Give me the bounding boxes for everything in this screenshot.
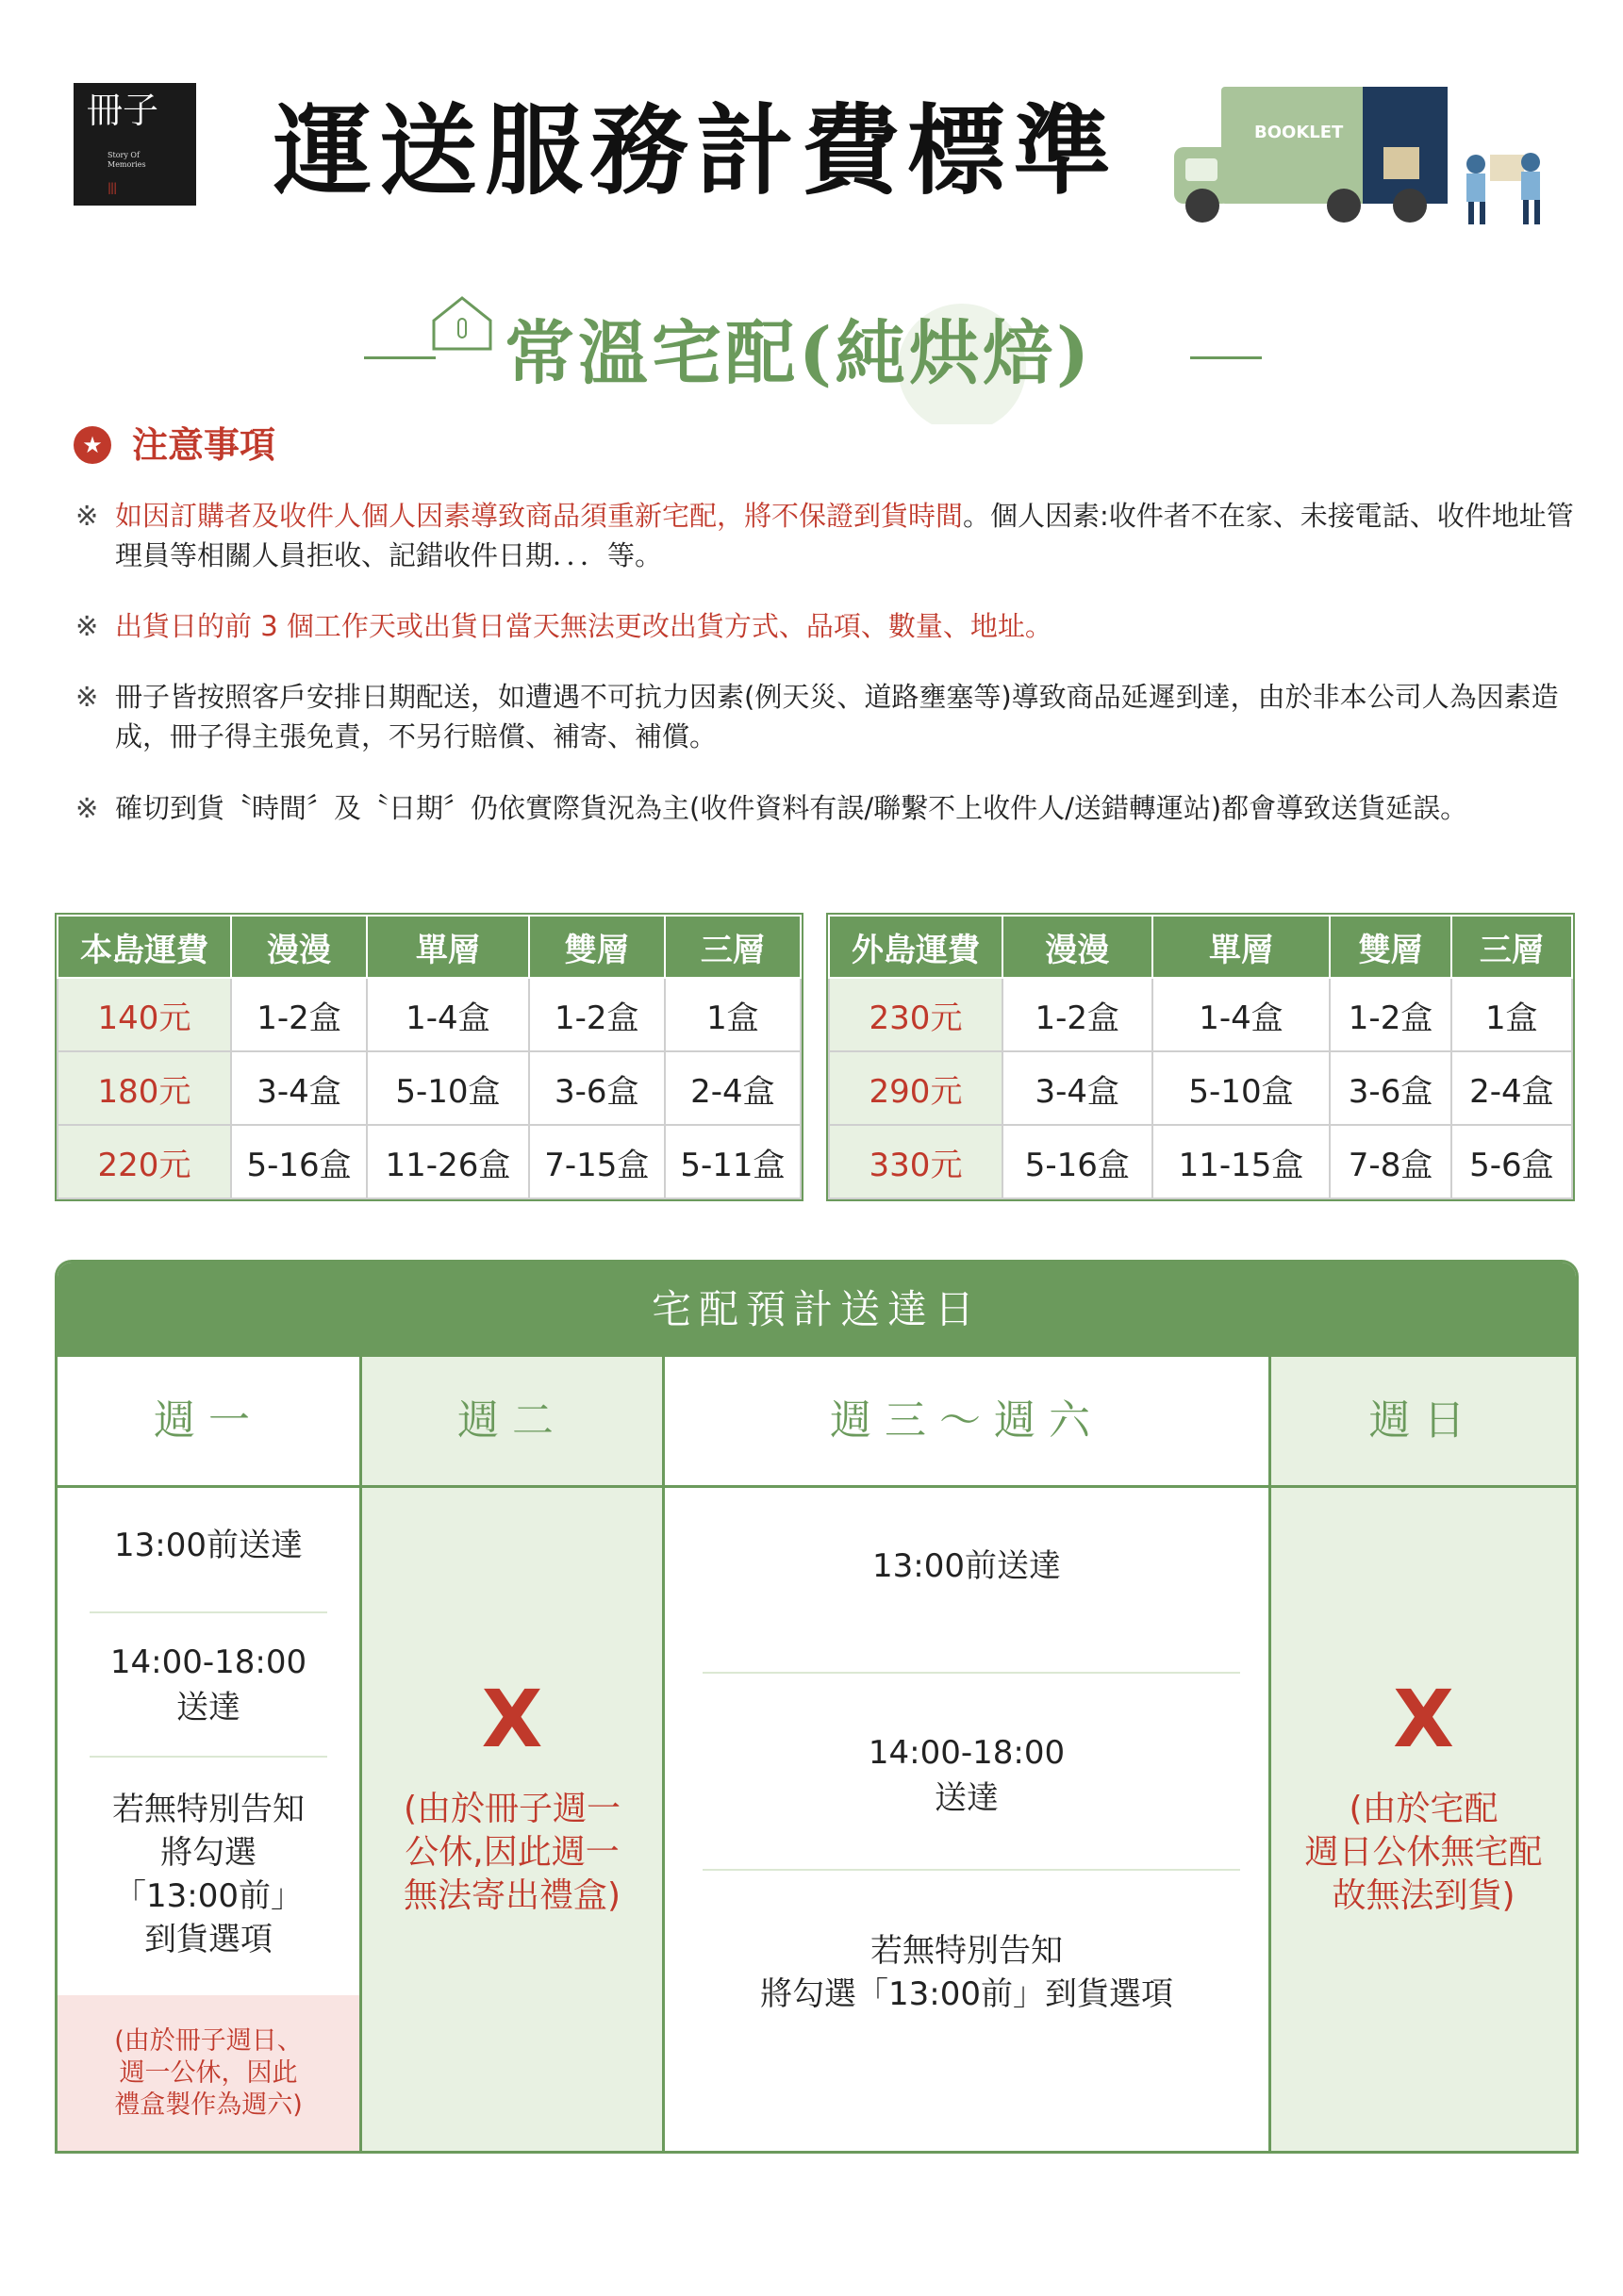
table-header: 三層 (665, 916, 801, 978)
divider (703, 1672, 1240, 1674)
column-wed-sat (665, 1357, 1271, 2151)
logo-text: 冊子 (87, 90, 159, 131)
truck-door (1363, 87, 1448, 204)
table-cell: 1-2盒 (231, 978, 367, 1051)
table-cell: 1盒 (665, 978, 801, 1051)
box-icon (1383, 147, 1419, 179)
worker-leg (1534, 200, 1540, 224)
table-row (58, 978, 801, 1051)
table-cell: 1-2盒 (1330, 978, 1450, 1051)
price-cell: 330元 (829, 1125, 1002, 1198)
table-cell: 11-26盒 (367, 1125, 529, 1198)
table-cell: 3-4盒 (231, 1051, 367, 1125)
divider (703, 1869, 1240, 1871)
divider (90, 1611, 327, 1613)
table-cell: 2-4盒 (665, 1051, 801, 1125)
default-option: 「13:00前」 (114, 1877, 303, 1915)
table-header: 單層 (1152, 916, 1331, 978)
table-cell: 5-10盒 (1152, 1051, 1331, 1125)
table-cell: 7-8盒 (1330, 1125, 1450, 1198)
slot-afternoon-time: 14:00-18:00 (868, 1734, 1066, 1772)
day-header: 週日 (1271, 1357, 1576, 1488)
table-row (58, 1051, 801, 1125)
table-cell: 3-4盒 (1002, 1051, 1152, 1125)
box-icon (1490, 155, 1524, 181)
table-header-row (58, 916, 801, 978)
table-cell: 5-16盒 (1002, 1125, 1152, 1198)
schedule-title: 宅配預計送達日 (58, 1263, 1576, 1357)
unavailable-mark: X (481, 1673, 543, 1765)
price-cell: 230元 (829, 978, 1002, 1051)
table-header: 單層 (367, 916, 529, 978)
home-thermometer-icon (434, 298, 490, 349)
price-cell: 290元 (829, 1051, 1002, 1125)
delivery-schedule (55, 1260, 1579, 2154)
table-cell: 1-2盒 (1002, 978, 1152, 1051)
worker-leg (1468, 202, 1474, 224)
truck-window (1185, 158, 1217, 181)
worker-body (1466, 173, 1485, 202)
delivery-truck-illustration (1174, 81, 1551, 232)
table-cell: 11-15盒 (1152, 1125, 1331, 1198)
table-cell: 3-6盒 (1330, 1051, 1450, 1125)
default-option: 若無特別告知 (112, 1791, 305, 1828)
outer-island-fee-table (828, 915, 1573, 1199)
logo-subtitle: Story Of Memories (108, 151, 146, 169)
table-cell: 3-6盒 (529, 1051, 665, 1125)
table-row (58, 1125, 801, 1198)
table-row (829, 1051, 1572, 1125)
price-cell: 220元 (58, 1125, 231, 1198)
table-header: 外島運費 (829, 916, 1002, 978)
worker-icon (1521, 153, 1540, 172)
table-header: 本島運費 (58, 916, 231, 978)
default-option: 到貨選項 (144, 1921, 273, 1958)
monday-note-box: (由於冊子週日、 週一公休，因此 禮盒製作為週六) (58, 1995, 359, 2151)
page-title: 運送服務計費標準 (273, 92, 1119, 208)
price-cell: 180元 (58, 1051, 231, 1125)
column-tuesday: 週二 X (由於冊子週一 公休,因此週一 無法寄出禮盒) (362, 1357, 665, 2151)
unavailable-mark: X (1393, 1673, 1454, 1765)
section-line-left (364, 356, 436, 359)
table-cell: 1-2盒 (529, 978, 665, 1051)
default-option: 將勾選 (160, 1834, 257, 1872)
slot-morning: 13:00前送達 (114, 1527, 303, 1564)
slot-afternoon-label: 送達 (176, 1689, 240, 1726)
default-option: 若無特別告知 (870, 1932, 1063, 1970)
table-header: 漫漫 (231, 916, 367, 978)
table-cell: 5-11盒 (665, 1125, 801, 1198)
table-cell: 5-10盒 (367, 1051, 529, 1125)
table-cell: 1-4盒 (1152, 978, 1331, 1051)
table-cell: 1盒 (1451, 978, 1572, 1051)
table-cell: 7-15盒 (529, 1125, 665, 1198)
section-title: 常溫宅配(純烘焙) (505, 313, 1094, 394)
divider (90, 1756, 327, 1758)
table-header: 雙層 (1330, 916, 1450, 978)
day-header: 週二 (362, 1357, 662, 1488)
day-header: 週一 (58, 1357, 359, 1488)
table-row (829, 1125, 1572, 1198)
logo-mark: ||| (108, 181, 117, 194)
worker-body (1521, 172, 1540, 200)
slot-afternoon-time: 14:00-18:00 (109, 1644, 307, 1681)
wheel-icon (1327, 189, 1361, 223)
price-cell: 140元 (58, 978, 231, 1051)
brand-logo (74, 83, 196, 206)
star-icon: ★ (74, 426, 111, 464)
table-cell: 5-16盒 (231, 1125, 367, 1198)
main-island-fee-table (57, 915, 802, 1199)
table-header: 漫漫 (1002, 916, 1152, 978)
truck-label: BOOKLET (1254, 123, 1344, 142)
slot-afternoon-label: 送達 (935, 1779, 999, 1817)
table-header: 三層 (1451, 916, 1572, 978)
section-line-right (1190, 356, 1262, 359)
thermometer-glyph (458, 319, 466, 338)
column-monday (58, 1357, 362, 2151)
table-header-row (829, 916, 1572, 978)
worker-leg (1523, 200, 1529, 224)
table-row (829, 978, 1572, 1051)
table-cell: 5-6盒 (1451, 1125, 1572, 1198)
table-cell: 2-4盒 (1451, 1051, 1572, 1125)
worker-leg (1480, 202, 1485, 224)
wheel-icon (1393, 189, 1427, 223)
day-header: 週三～週六 (665, 1357, 1268, 1488)
default-option: 將勾選「13:00前」到貨選項 (760, 1975, 1173, 2013)
column-sunday: 週日 X (由於宅配 週日公休無宅配 故無法到貨) (1271, 1357, 1576, 2151)
worker-icon (1466, 155, 1485, 173)
table-cell: 1-4盒 (367, 978, 529, 1051)
table-header: 雙層 (529, 916, 665, 978)
slot-morning: 13:00前送達 (872, 1547, 1061, 1585)
wheel-icon (1185, 189, 1219, 223)
